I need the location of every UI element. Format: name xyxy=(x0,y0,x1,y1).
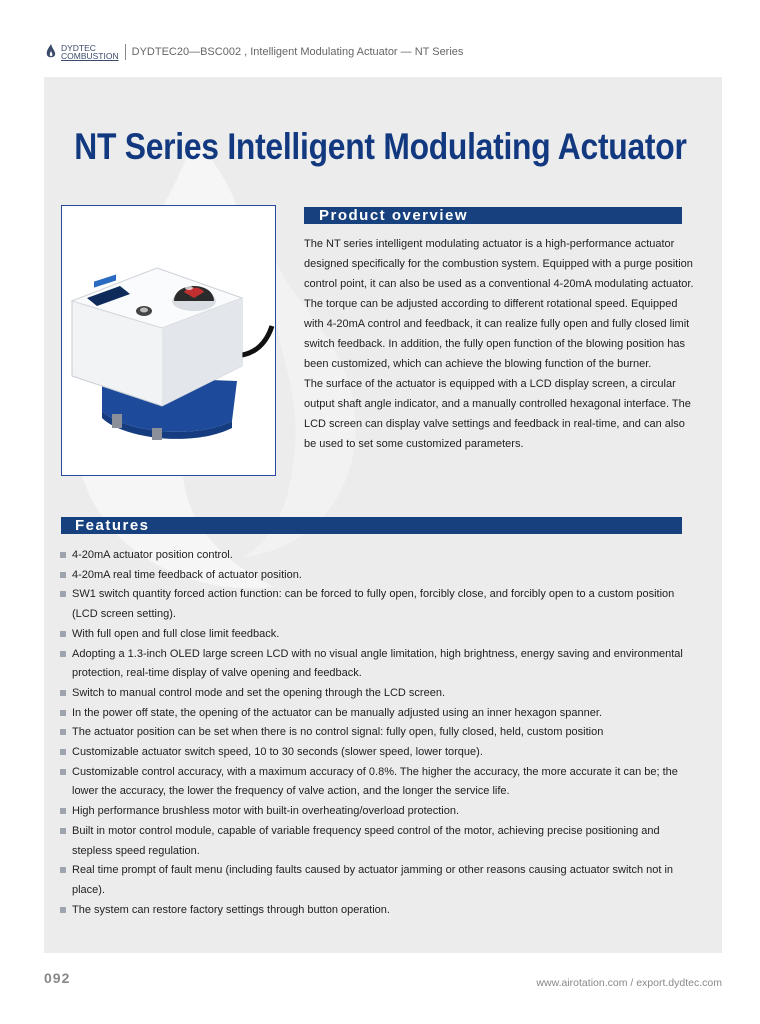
feature-item xyxy=(60,901,696,921)
product-image xyxy=(61,205,276,476)
logo-line1: DYDTEC xyxy=(61,43,96,53)
bullet-icon xyxy=(60,907,66,913)
bullet-icon xyxy=(60,631,66,637)
overview-heading-bar xyxy=(304,207,682,224)
bullet-icon xyxy=(60,729,66,735)
bullet-icon xyxy=(60,651,66,657)
overview-paragraph: The surface of the actuator is equipped with a LCD display screen, a circular output shaft angle indicator, and a manually controlled hexagonal interface. The LCD screen can display valve settings and feedback in real-time, and can also be used to set some customized parameters. xyxy=(304,378,691,450)
actuator-illustration xyxy=(62,206,275,475)
bullet-icon xyxy=(60,572,66,578)
feature-item xyxy=(60,802,696,822)
features-list xyxy=(60,546,696,920)
feature-item xyxy=(60,743,696,763)
footer-urls[interactable]: www.airotation.com / export.dydtec.com xyxy=(536,977,722,989)
feature-item xyxy=(60,645,696,684)
feature-text: Switch to manual control mode and set the opening through the LCD screen. xyxy=(72,686,446,699)
feature-item xyxy=(60,822,696,861)
feature-text: Customizable control accuracy, with a maximum accuracy of 0.8%. The higher the accuracy, the more accurate it can be; the lower the accuracy, the lower the frequency of valve action, and the longer the service life. xyxy=(72,765,678,798)
feature-text: Real time prompt of fault menu (including faults caused by actuator jamming or other reasons causing actuator switch not in place). xyxy=(72,864,674,896)
feature-text: 4-20mA real time feedback of actuator position. xyxy=(72,568,302,581)
feature-text: 4-20mA actuator position control. xyxy=(72,549,233,561)
overview-paragraph: The NT series intelligent modulating actuator is a high-performance actuator designed specifically for the combustion system. Equipped with a purge position control point, it can also be used as a conventional 4-20mA modulating actuator. The torque can be adjusted according to different rotational speed. Equipped with 4-20mA control and feedback, it can realize fully open and fully closed limit switch feedback. In addition, the fully open function of the blowing position has been customized, which can achieve the blowing function of the burner. xyxy=(304,238,694,370)
feature-text: High performance brushless motor with built-in overheating/overload protection. xyxy=(72,805,460,818)
feature-text: Adopting a 1.3-inch OLED large screen LCD with no visual angle limitation, high brightness, energy saving and environmental protection, real-time display of valve opening and feedback. xyxy=(72,647,683,680)
company-logo xyxy=(44,43,119,61)
feature-item xyxy=(60,723,696,743)
header-text: DYDTEC20—BSC002 , Intelligent Modulating Actuator — NT Series xyxy=(131,46,464,58)
feature-item xyxy=(60,684,696,704)
feature-text: Built in motor control module, capable of variable frequency speed control of the motor, achieving precise positioning and stepless speed regulation. xyxy=(72,824,660,857)
features-heading: Features xyxy=(75,517,150,534)
bullet-icon xyxy=(60,867,66,873)
feature-text: With full open and full close limit feedback. xyxy=(72,627,280,640)
feature-item xyxy=(60,625,696,645)
page-title: NT Series Intelligent Modulating Actuator xyxy=(74,126,687,167)
header-divider xyxy=(125,44,126,60)
page-header xyxy=(44,40,463,64)
overview-text xyxy=(304,234,696,454)
bullet-icon xyxy=(60,749,66,755)
bullet-icon xyxy=(60,591,66,597)
page-number: 092 xyxy=(44,970,71,986)
bullet-icon xyxy=(60,769,66,775)
bullet-icon xyxy=(60,808,66,814)
feature-text: Customizable actuator switch speed, 10 to 30 seconds (slower speed, lower torque). xyxy=(72,746,483,759)
bullet-icon xyxy=(60,710,66,716)
overview-heading: Product overview xyxy=(319,207,469,224)
feature-text: SW1 switch quantity forced action function: can be forced to fully open, forcibly close, and forcibly open to a custom position (LCD screen setting). xyxy=(72,588,675,621)
feature-text: The system can restore factory settings through button operation. xyxy=(72,903,390,916)
features-heading-bar xyxy=(61,517,682,534)
feature-item xyxy=(60,546,696,566)
feature-item xyxy=(60,861,696,900)
bullet-icon xyxy=(60,552,66,558)
feature-item xyxy=(60,704,696,724)
bullet-icon xyxy=(60,690,66,696)
logo-line2: COMBUSTION xyxy=(61,51,119,61)
feature-text: In the power off state, the opening of the actuator can be manually adjusted using an inner hexagon spanner. xyxy=(72,706,603,719)
feature-item xyxy=(60,585,696,624)
feature-item xyxy=(60,566,696,586)
feature-text: The actuator position can be set when there is no control signal: fully open, fully closed, held, custom position xyxy=(72,726,604,739)
feature-item xyxy=(60,763,696,802)
bullet-icon xyxy=(60,828,66,834)
flame-logo-icon xyxy=(44,43,58,61)
